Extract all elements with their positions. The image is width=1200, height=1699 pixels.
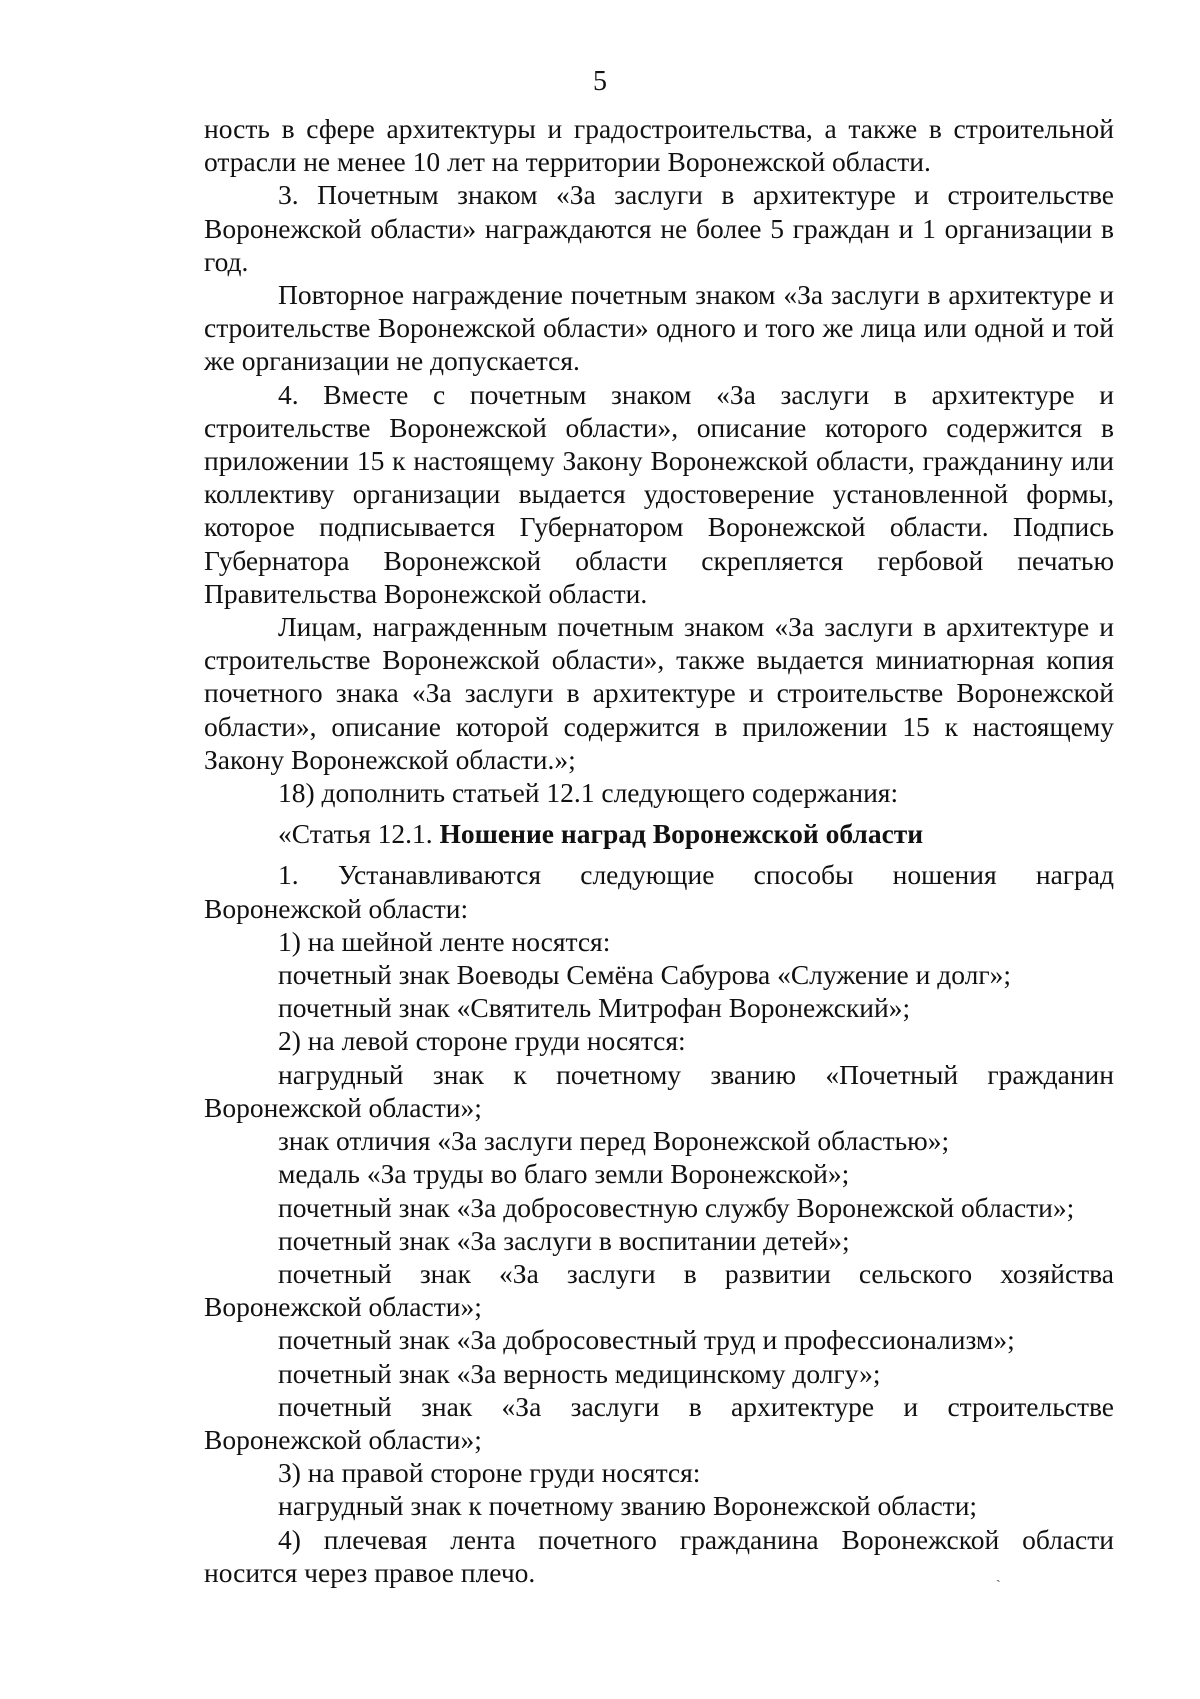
list-heading-left-chest: 2) на левой стороне груди носятся:	[278, 1025, 686, 1057]
document-body	[204, 112, 1114, 1589]
list-item: нагрудный знак к почетному званию «Почетный гражданин Воронежской области»;	[204, 1058, 1114, 1123]
paragraph-miniature-copy: Лицам, награжденным почетным знаком «За заслуги в архитектуре и строительстве Воронежской области», также выдается миниатюрная копия почетного знака «За заслуги в архитектуре и строительстве Воронежской области», описание которой содержится в приложении 15 к настоящему Закону Воронежской области.»;	[204, 611, 1114, 775]
article-heading	[204, 817, 1114, 850]
paragraph-repeat-award: Повторное награждение почетным знаком «За заслуги в архитектуре и строительстве Воронежской области» одного и того же лица или одной и той же организации не допускается.	[204, 279, 1114, 377]
list-item: почетный знак «За заслуги в воспитании детей»;	[278, 1224, 850, 1256]
list-item: почетный знак «За заслуги в развитии сельского хозяйства Воронежской области»;	[204, 1257, 1114, 1323]
list-item: почетный знак «За заслуги в архитектуре и строительстве Воронежской области»;	[204, 1390, 1114, 1455]
page-number: 5	[593, 66, 607, 97]
scan-speck: ˎ	[996, 1568, 1001, 1583]
list-item: почетный знак Воеводы Семёна Сабурова «Служение и долг»;	[278, 959, 1012, 991]
list-heading-shoulder-ribbon: 4) плечевая лента почетного гражданина Воронежской области носится через правое плечо.	[204, 1523, 1114, 1588]
paragraph-item-18: 18) дополнить статьей 12.1 следующего содержания:	[278, 777, 899, 809]
list-item: нагрудный знак к почетному званию Воронежской области;	[278, 1490, 978, 1522]
list-item: почетный знак «За добросовестный труд и профессионализм»;	[278, 1324, 1015, 1356]
list-heading-neck-ribbon: 1) на шейной ленте носятся:	[278, 925, 611, 957]
list-item: медаль «За труды во благо земли Воронежской»;	[278, 1158, 850, 1190]
article-number: «Статья 12.1.	[278, 818, 440, 850]
list-heading-right-chest: 3) на правой стороне груди носятся:	[278, 1457, 701, 1489]
article-title: Ношение наград Воронежской области	[439, 818, 924, 850]
paragraph-article-item-1: 1. Устанавливаются следующие способы ношения наград Воронежской области:	[204, 859, 1114, 924]
list-item: знак отличия «За заслуги перед Воронежской областью»;	[278, 1125, 950, 1157]
paragraph-continuation: ность в сфере архитектуры и градостроительства, а также в строительной отрасли не менее 10 лет на территории Воронежской области.	[204, 113, 1114, 178]
list-item: почетный знак «За добросовестную службу Воронежской области»;	[278, 1191, 1075, 1223]
paragraph-item-4: 4. Вместе с почетным знаком «За заслуги в архитектуре и строительстве Воронежской области», описание которого содержится в приложении 15 к настоящему Закону Воронежской области, гражданину или коллективу организации выдается удостоверение установленной формы, которое подписывается Губернатором Воронежской области. Подпись Губернатора Воронежской области скрепляется гербовой печатью Правительства Воронежской области.	[204, 378, 1114, 609]
list-item: почетный знак «Святитель Митрофан Воронежский»;	[278, 992, 911, 1024]
list-item: почетный знак «За верность медицинскому долгу»;	[278, 1357, 881, 1389]
paragraph-item-3: 3. Почетным знаком «За заслуги в архитектуре и строительстве Воронежской области» награждаются не более 5 граждан и 1 организации в год.	[204, 179, 1114, 277]
